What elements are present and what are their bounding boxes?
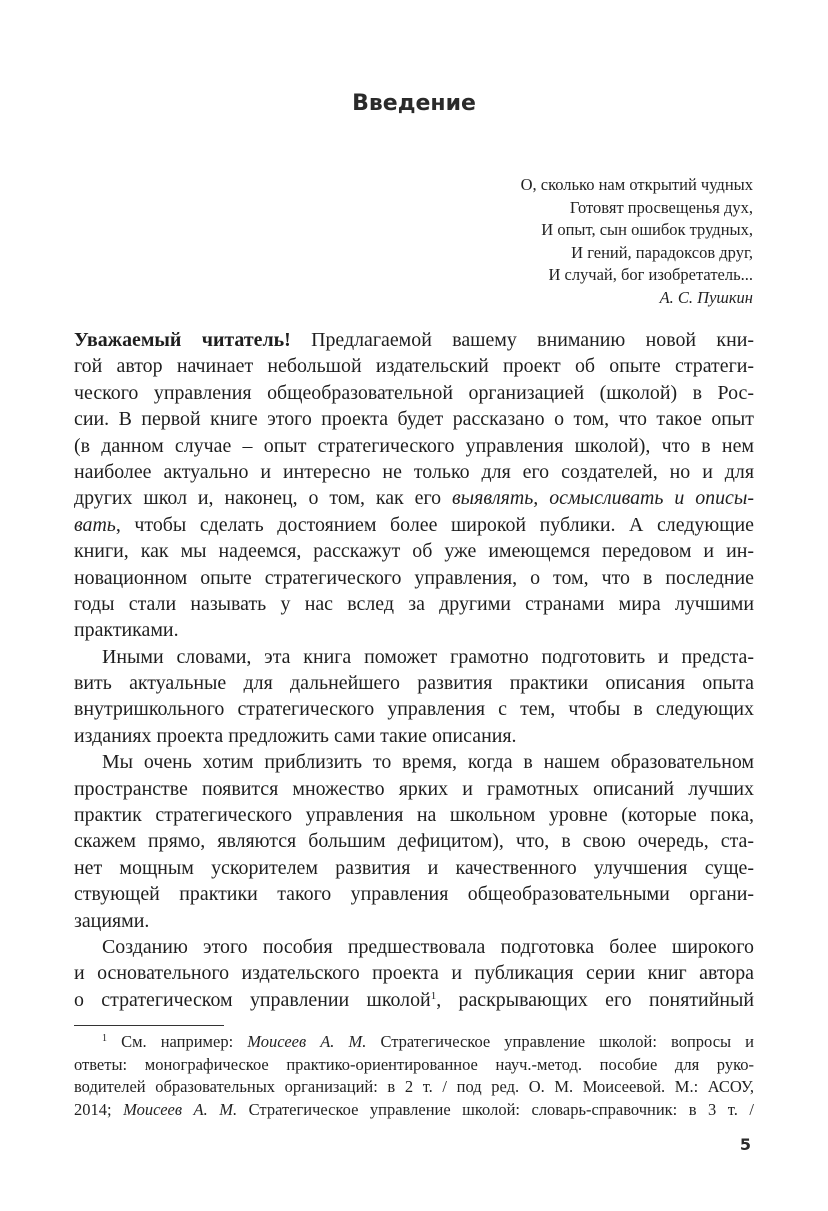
paragraph-line <box>74 485 754 511</box>
paragraph-line: новационном опыте стратегического управления, о том, что в последние <box>74 566 754 589</box>
paragraph-line <box>74 987 754 1013</box>
paragraph-line: ствующей практики такого управления общеобразовательными органи- <box>74 883 754 906</box>
paragraph-line <box>74 327 754 353</box>
text-run: 2014; <box>74 1099 124 1119</box>
paragraph-line: вить актуальные для дальнейшего развития практики описания опыта <box>74 672 754 695</box>
salutation: Уважаемый читатель! <box>74 329 291 351</box>
emphasis: выявлять, осмысливать и описы- <box>451 487 754 510</box>
text-run: , раскрывающих его понятийный <box>436 988 754 1011</box>
epigraph-line: И опыт, сын ошибок трудных, <box>541 220 753 239</box>
footnote-divider <box>74 1025 224 1026</box>
footnote-line <box>74 1031 754 1054</box>
footnote <box>74 1031 754 1121</box>
paragraph-line: и основательного издательского проекта и публикация серии книг автора <box>74 962 754 985</box>
page-title: Введение <box>352 91 476 116</box>
paragraph-line: наиболее актуально и интересно не только для его создателей, но и для <box>74 460 754 483</box>
paragraph-line: сии. В первой книге этого проекта будет рассказано о том, что такое опыт <box>74 408 754 431</box>
paragraph-line <box>74 512 754 538</box>
paragraph-line: гой автор начинает небольшой издательский проект об опыте стратеги- <box>74 355 754 378</box>
text-run: Предлагаемой вашему вниманию новой кни- <box>290 329 754 351</box>
text-run: Стратегическое управление школой: вопросы и <box>366 1032 754 1051</box>
paragraph-line: (в данном случае – опыт стратегического управления школой), что в нем <box>74 434 754 457</box>
epigraph-line: О, сколько нам открытий чудных <box>520 175 753 194</box>
author-name: Моисеев А. М. <box>123 1099 238 1119</box>
paragraph-line: Созданию этого пособия предшествовала подготовка более широкого <box>102 935 754 958</box>
paragraph-line: пространстве появится множество ярких и грамотных описаний лучших <box>74 777 754 800</box>
footnote-line <box>74 1099 754 1122</box>
paragraph-line: изданиях проекта предложить сами такие описания. <box>74 724 517 747</box>
paragraph-line: практиками. <box>74 619 179 642</box>
main-text <box>74 327 754 1013</box>
paragraph-line: практик стратегического управления на школьном уровне (которые пока, <box>74 804 754 827</box>
epigraph-line: Готовят просвещенья дух, <box>569 197 753 217</box>
text-run: , чтобы сделать достоянием более широкой публики. А следующие <box>115 513 754 536</box>
text-run: других школ и, наконец, о том, как его <box>74 487 452 510</box>
paragraph-line: внутришкольного стратегического управления с тем, чтобы в следующих <box>74 698 754 721</box>
text-run: Стратегическое управление школой: словарь-справочник: в 3 т. / <box>237 1099 754 1119</box>
footnote-marker: 1 <box>102 1033 107 1044</box>
paragraph-line: зациями. <box>74 909 150 932</box>
text-run: о стратегическом управлении школой <box>74 988 431 1011</box>
paragraph-line: скажем прямо, являются большим дефицитом), что, в свою очередь, ста- <box>74 830 754 853</box>
epigraph-line: И случай, бог изобретатель... <box>548 265 753 284</box>
paragraph-line: книги, как мы надеемся, расскажут об уже имеющемся передовом и ин- <box>74 540 754 563</box>
footnote-line: водителей образовательных организаций: в 2 т. / под ред. О. М. Моисеевой. М.: АСОУ, <box>74 1077 754 1096</box>
paragraph-line: Мы очень хотим приблизить то время, когда в нашем образовательном <box>102 751 754 774</box>
footnote-line: ответы: монографическое практико-ориентированное науч.-метод. пособие для руко- <box>74 1054 754 1074</box>
epigraph-line: И гений, парадоксов друг, <box>571 242 753 262</box>
paragraph-line: ческого управления общеобразовательной организацией (школой) в Рос- <box>74 381 754 404</box>
author-name: Моисеев А. М. <box>247 1032 367 1051</box>
text-run: См. например: <box>107 1032 248 1051</box>
epigraph <box>353 174 753 309</box>
page-number: 5 <box>739 1135 751 1154</box>
paragraph-line: Иными словами, эта книга поможет грамотно подготовить и предста- <box>102 645 754 668</box>
paragraph-line: годы стали называть у нас вслед за другими странами мира лучшими <box>74 592 754 615</box>
epigraph-author: А. С. Пушкин <box>659 287 753 307</box>
emphasis: вать <box>74 513 116 536</box>
footnote-reference[interactable]: 1 <box>430 989 437 1002</box>
paragraph-line: нет мощным ускорителем развития и качественного улучшения суще- <box>74 856 754 879</box>
